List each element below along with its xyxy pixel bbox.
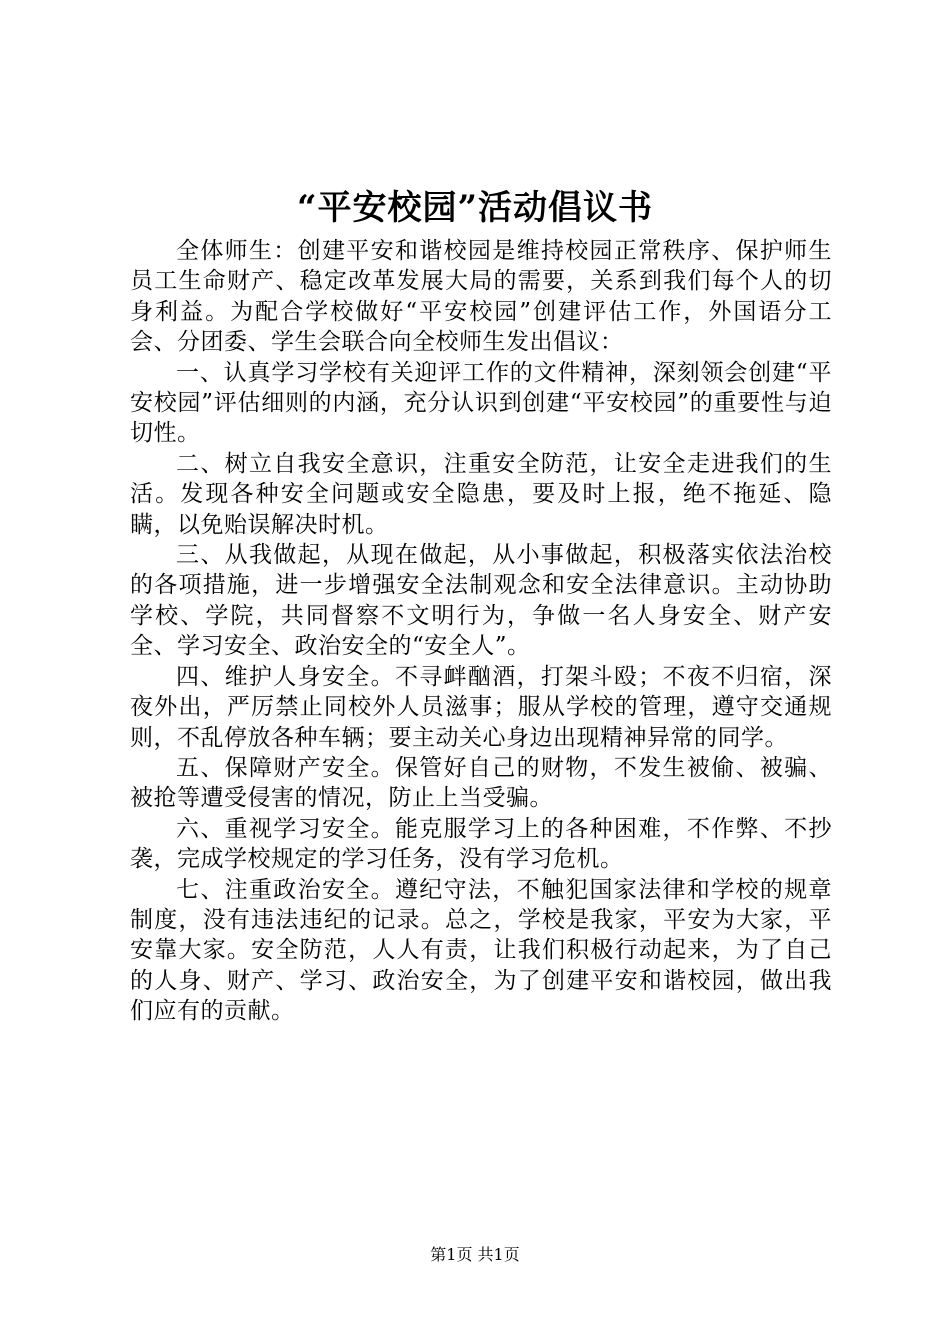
page-number-footer: 第1页 共1页 (430, 1245, 520, 1264)
paragraph-item-7: 七、注重政治安全。遵纪守法，不触犯国家法律和学校的规章制度，没有违法违纪的记录。总之，学校是我家，平安为大家，平安靠大家。安全防范，人人有责，让我们积极行动起来，为了自己的人身、财产、学习、政治安全，为了创建平安和谐校园，做出我们应有的贡献。 (130, 876, 832, 1025)
paragraph-item-1: 一、认真学习学校有关迎评工作的文件精神，深刻领会创建“平安校园”评估细则的内涵，充分认识到创建“平安校园”的重要性与迫切性。 (130, 359, 832, 447)
document-title: “平安校园”活动倡议书 (296, 188, 654, 228)
paragraph-item-2: 二、树立自我安全意识，注重安全防范，让安全走进我们的生活。发现各种安全问题或安全隐患，要及时上报，绝不拖延、隐瞒，以免贻误解决时机。 (130, 450, 832, 538)
document-body (130, 236, 832, 1027)
paragraph-intro: 全体师生：创建平安和谐校园是维持校园正常秩序、保护师生员工生命财产、稳定改革发展大局的需要，关系到我们每个人的切身利益。为配合学校做好“平安校园”创建评估工作，外国语分工会、分团委、学生会联合向全校师生发出倡议： (130, 238, 832, 356)
paragraph-item-6: 六、重视学习安全。能克服学习上的各种困难，不作弊、不抄袭，完成学校规定的学习任务，没有学习危机。 (130, 815, 832, 873)
paragraph-item-5: 五、保障财产安全。保管好自己的财物，不发生被偷、被骗、被抢等遭受侵害的情况，防止上当受骗。 (130, 754, 832, 812)
paragraph-item-4: 四、维护人身安全。不寻衅酗酒，打架斗殴；不夜不归宿，深夜外出，严厉禁止同校外人员滋事；服从学校的管理，遵守交通规则，不乱停放各种车辆；要主动关心身边出现精神异常的同学。 (130, 663, 832, 751)
paragraph-item-3: 三、从我做起，从现在做起，从小事做起，积极落实依法治校的各项措施，进一步增强安全法制观念和安全法律意识。主动协助学校、学院，共同督察不文明行为，争做一名人身安全、财产安全、学习安全、政治安全的“安全人”。 (130, 542, 832, 660)
